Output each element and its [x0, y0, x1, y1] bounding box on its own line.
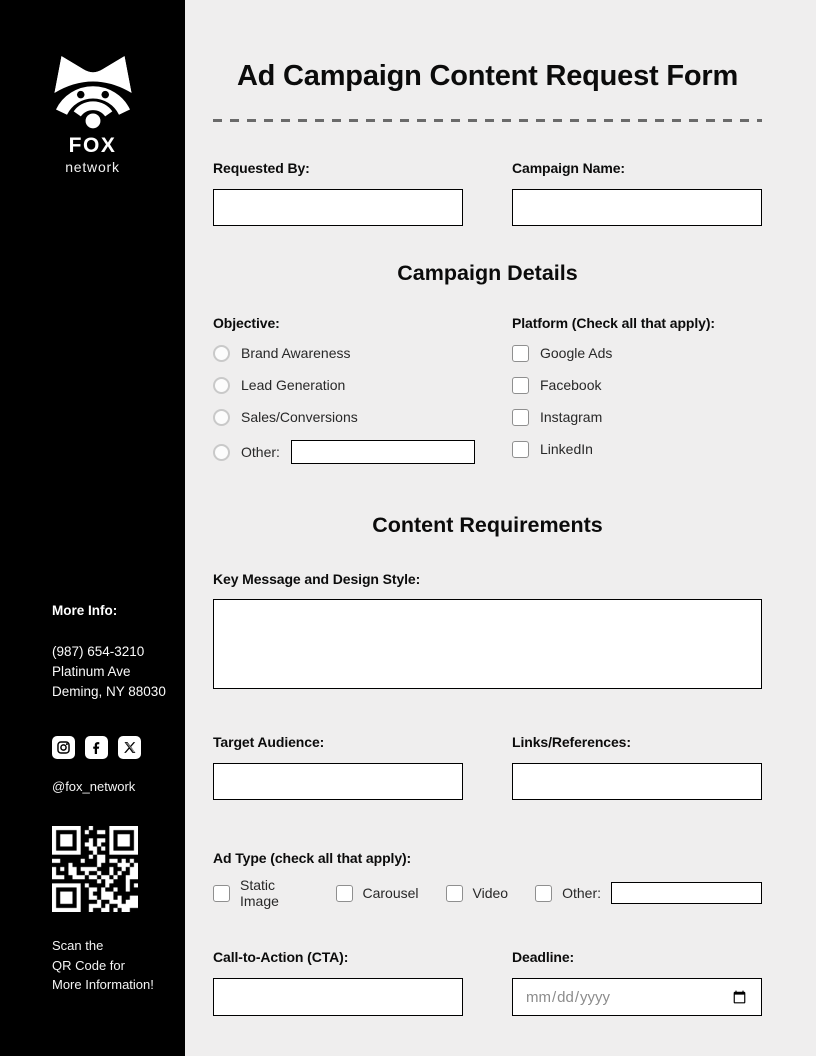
links-references-label: Links/References: — [512, 734, 631, 750]
ad-type-row — [213, 877, 762, 909]
audience-row — [213, 735, 762, 800]
platform-checkbox-google-ads[interactable] — [512, 345, 529, 362]
page-title: Ad Campaign Content Request Form — [236, 60, 739, 92]
address-line-1: Platinum Ave — [52, 664, 131, 679]
objective-other-input[interactable] — [291, 440, 475, 464]
objective-radio-brand-awareness[interactable] — [213, 345, 230, 362]
brand-name: FOX — [68, 134, 117, 157]
target-audience-field — [213, 735, 463, 800]
qr-code-wrap — [52, 826, 138, 912]
campaign-name-field — [512, 161, 762, 226]
target-audience-input[interactable] — [213, 763, 463, 800]
objective-other-label: Other: — [241, 444, 280, 460]
ad-type-option-carousel — [336, 885, 419, 902]
campaign-details-heading: Campaign Details — [397, 261, 578, 285]
objective-option-sales-conversions — [213, 408, 463, 426]
campaign-name-label: Campaign Name: — [512, 160, 625, 176]
sidebar — [0, 0, 185, 1056]
platform-option-label: Instagram — [540, 409, 603, 425]
ad-type-option-label: Static Image — [240, 877, 279, 909]
objective-radio-sales-conversions[interactable] — [213, 409, 230, 426]
objective-option-brand-awareness — [213, 344, 463, 362]
ad-type-option-static-image — [213, 877, 309, 909]
brand-logo — [0, 0, 185, 175]
objective-label: Objective: — [213, 315, 280, 331]
key-message-label: Key Message and Design Style: — [213, 571, 421, 587]
ad-type-other-input[interactable] — [611, 882, 762, 904]
ad-type-option-label: Video — [472, 885, 509, 901]
form-page — [185, 0, 816, 1056]
social-links — [52, 736, 141, 759]
scan-caption — [52, 936, 154, 995]
details-row — [213, 316, 762, 472]
cta-input[interactable] — [213, 978, 463, 1016]
cta-label: Call-to-Action (CTA): — [213, 949, 349, 965]
request-row — [213, 161, 762, 226]
target-audience-label: Target Audience: — [213, 734, 325, 750]
platform-option-linkedin — [512, 440, 762, 458]
address-line-2: Deming, NY 88030 — [52, 684, 166, 699]
platform-checkbox-facebook[interactable] — [512, 377, 529, 394]
campaign-name-input[interactable] — [512, 189, 762, 226]
facebook-icon[interactable] — [85, 736, 108, 759]
instagram-icon[interactable] — [52, 736, 75, 759]
cta-field — [213, 950, 463, 1016]
contact-info — [52, 642, 166, 702]
ad-type-option-label: Carousel — [362, 885, 419, 901]
platform-option-google-ads — [512, 344, 762, 362]
ad-type-option-other — [535, 882, 762, 904]
platform-option-instagram — [512, 408, 762, 426]
platform-option-label: LinkedIn — [540, 441, 593, 457]
dashed-divider — [213, 119, 762, 122]
ad-type-option-video — [446, 885, 509, 902]
platform-group — [512, 316, 762, 472]
objective-option-other — [213, 440, 463, 464]
objective-radio-other[interactable] — [213, 444, 230, 461]
deadline-field — [512, 950, 762, 1016]
objective-option-label: Brand Awareness — [241, 345, 351, 361]
platform-checkbox-instagram[interactable] — [512, 409, 529, 426]
platform-checkbox-linkedin[interactable] — [512, 441, 529, 458]
ad-type-label: Ad Type (check all that apply): — [213, 850, 412, 866]
scan-line-1: Scan the — [52, 938, 104, 953]
ad-type-checkbox-video[interactable] — [446, 885, 463, 902]
ad-type-checkbox-static-image[interactable] — [213, 885, 230, 902]
ad-type-checkbox-other[interactable] — [535, 885, 552, 902]
platform-option-facebook — [512, 376, 762, 394]
links-references-field — [512, 735, 762, 800]
social-handle: @fox_network — [52, 779, 136, 794]
objective-option-label: Lead Generation — [241, 377, 346, 393]
platform-label: Platform (Check all that apply): — [512, 315, 715, 331]
scan-line-2: QR Code for — [52, 957, 125, 973]
scan-line-3: More Information! — [52, 977, 154, 992]
objective-group — [213, 316, 463, 472]
brand-subtitle: network — [65, 159, 120, 175]
phone-number: (987) 654-3210 — [52, 644, 145, 659]
key-message-textarea[interactable] — [213, 599, 762, 689]
requested-by-label: Requested By: — [213, 160, 310, 176]
x-twitter-icon[interactable] — [118, 736, 141, 759]
fox-head-wifi-icon — [0, 54, 185, 130]
objective-option-label: Sales/Conversions — [241, 409, 358, 425]
platform-option-label: Google Ads — [540, 345, 613, 361]
ad-type-checkbox-carousel[interactable] — [336, 885, 353, 902]
objective-radio-lead-generation[interactable] — [213, 377, 230, 394]
links-references-input[interactable] — [512, 763, 762, 800]
deadline-input[interactable] — [512, 978, 762, 1016]
more-info-label: More Info: — [52, 603, 118, 618]
qr-code — [52, 826, 138, 912]
requested-by-field — [213, 161, 463, 226]
requested-by-input[interactable] — [213, 189, 463, 226]
ad-type-other-label: Other: — [562, 885, 601, 901]
content-requirements-heading: Content Requirements — [372, 513, 603, 537]
platform-option-label: Facebook — [540, 377, 602, 393]
deadline-label: Deadline: — [512, 949, 575, 965]
objective-option-lead-generation — [213, 376, 463, 394]
cta-deadline-row — [213, 950, 762, 1016]
